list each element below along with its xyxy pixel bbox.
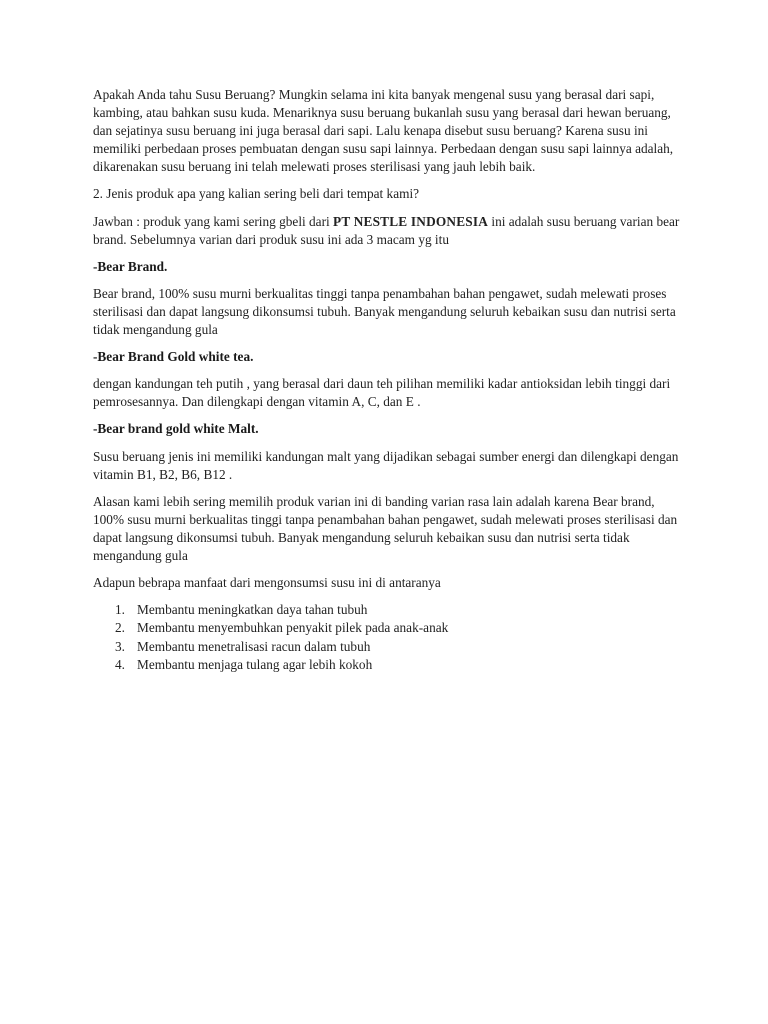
- list-number: 1.: [115, 602, 125, 618]
- list-item: [93, 656, 683, 674]
- company-name: PT NESTLE INDONESIA: [333, 213, 489, 229]
- list-number: 3.: [115, 638, 125, 654]
- list-item: [93, 619, 683, 637]
- list-text: Membantu meningkatkan daya tahan tubuh: [137, 602, 368, 618]
- list-text: Membantu menetralisasi racun dalam tubuh: [137, 638, 371, 654]
- variant-description: Bear brand, 100% susu murni berkualitas tinggi tanpa penambahan bahan pengawet, sudah melewati proses sterilisasi dan dapat langsung dikonsumsi tubuh. Banyak mengandung seluruh kebaikan susu dan nutrisi serta tidak mengandung gula: [93, 285, 676, 338]
- question-line: 2. Jenis produk apa yang kalian sering beli dari tempat kami?: [93, 186, 420, 202]
- answer-paragraph: [93, 213, 683, 249]
- variant-description: Susu beruang jenis ini memiliki kandungan malt yang dijadikan sebagai sumber energi dan dilengkapi dengan vitamin B1, B2, B6, B12 .: [93, 448, 679, 482]
- variant-description: dengan kandungan teh putih , yang berasal dari daun teh pilihan memiliki kadar antioksidan lebih tinggi dari pemrosesannya. Dan dilengkapi dengan vitamin A, C, dan E .: [93, 376, 671, 410]
- variant-heading-text: -Bear brand gold white Malt.: [93, 421, 259, 437]
- list-item: [93, 601, 683, 619]
- answer-text-after: ini adalah susu beruang varian bear brand. Sebelumnya varian dari produk susu ini ada 3 macam yg itu: [93, 213, 680, 247]
- variant-heading: [93, 348, 683, 366]
- list-item: [93, 638, 683, 656]
- variant-heading: [93, 420, 683, 438]
- answer-text-before: Jawban : produk yang kami sering gbeli dari: [93, 213, 334, 229]
- reason-paragraph: Alasan kami lebih sering memilih produk varian ini di banding varian rasa lain adalah karena Bear brand, 100% susu murni berkualitas tinggi tanpa penambahan bahan pengawet, sudah melewati proses sterilisasi dan dapat langsung dikonsumsi tubuh. Banyak mengandung seluruh kebaikan susu dan nutrisi serta tidak mengandung gula: [93, 493, 678, 563]
- list-number: 2.: [115, 620, 125, 636]
- variant-heading-text: -Bear Brand Gold white tea.: [93, 349, 254, 365]
- list-text: Membantu menyembuhkan penyakit pilek pada anak-anak: [137, 620, 449, 636]
- benefits-intro: Adapun bebrapa manfaat dari mengonsumsi susu ini di antaranya: [93, 575, 441, 591]
- list-number: 4.: [115, 656, 125, 672]
- variant-heading: [93, 258, 683, 276]
- variant-heading-text: -Bear Brand.: [93, 258, 168, 274]
- intro-paragraph: Apakah Anda tahu Susu Beruang? Mungkin selama ini kita banyak mengenal susu yang berasal dari sapi, kambing, atau bahkan susu kuda. Menariknya susu beruang bukanlah susu yang berasal dari hewan beruang, dan sejatinya susu beruang ini juga berasal dari sapi. Lalu kenapa disebut susu beruang? Karena susu ini memiliki perbedaan proses pembuatan dengan susu sapi lainnya. Perbedaan dengan susu sapi lainnya adalah, dikarenakan susu beruang ini telah melewati proses sterilisasi yang jauh lebih baik.: [93, 87, 674, 175]
- list-text: Membantu menjaga tulang agar lebih kokoh: [137, 656, 373, 672]
- benefits-list: [93, 601, 683, 674]
- document-page: [93, 86, 683, 674]
